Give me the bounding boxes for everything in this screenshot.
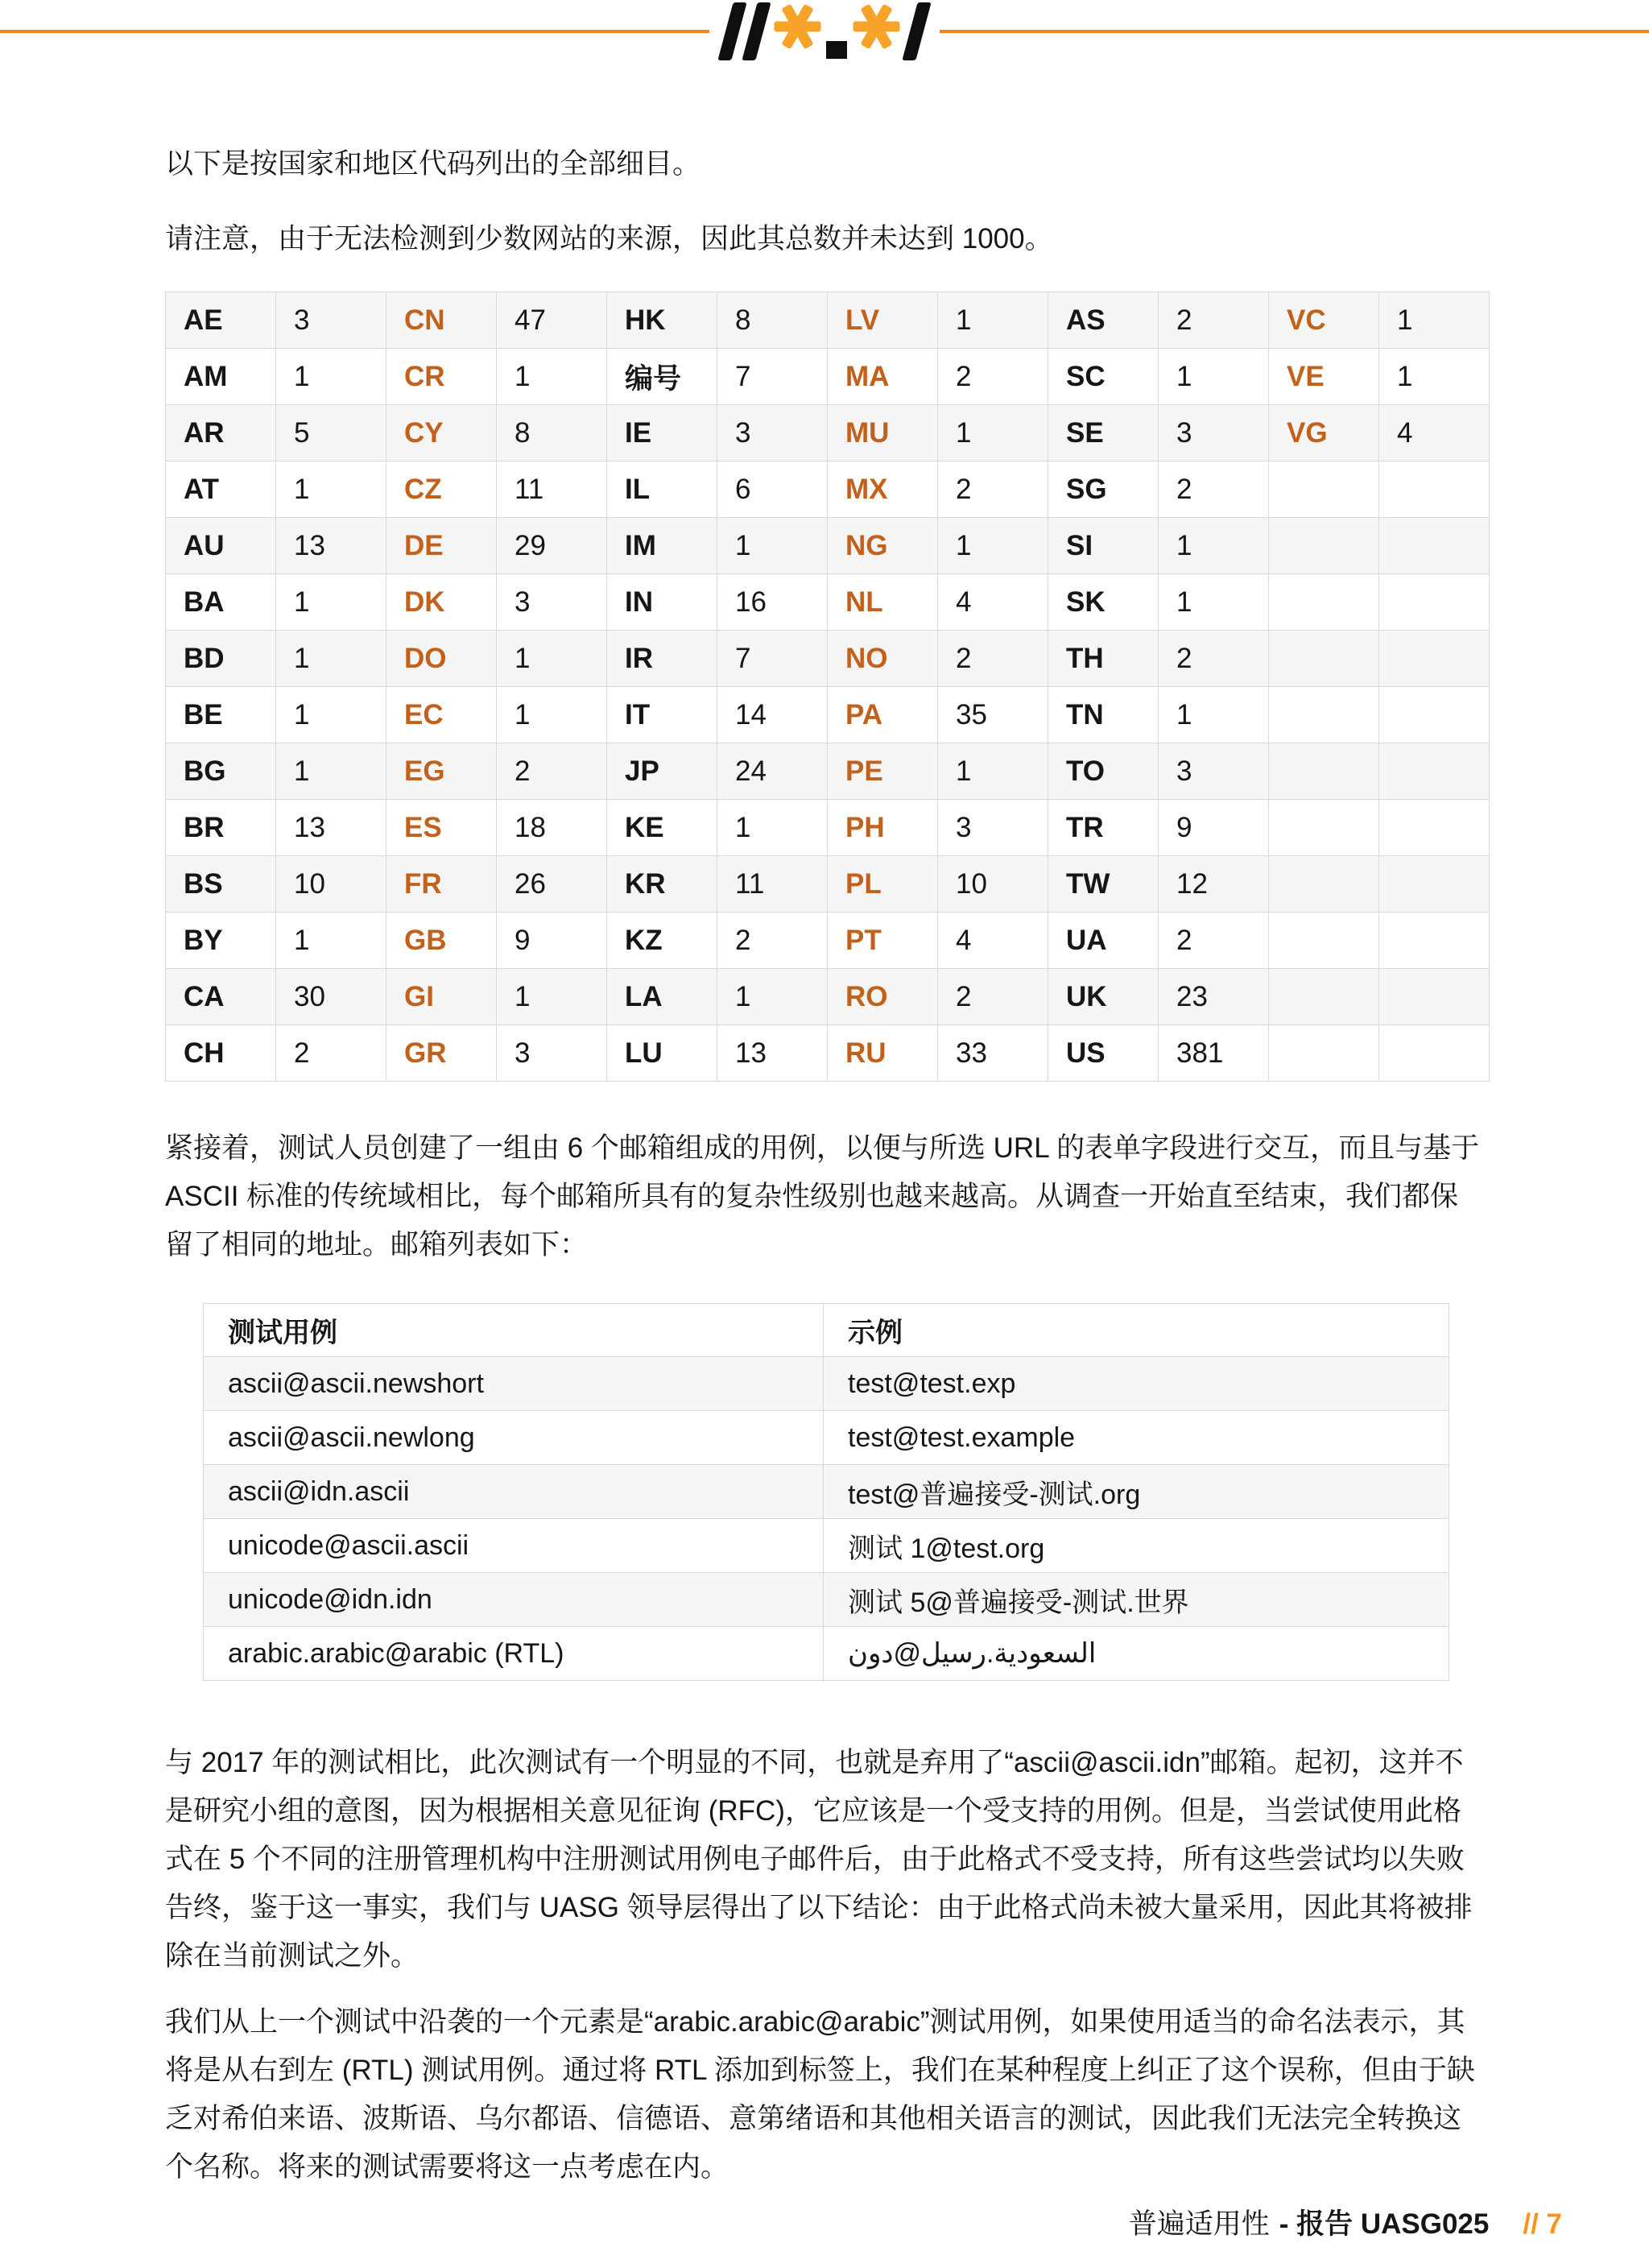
country-count-cell	[1379, 518, 1490, 574]
country-count-cell: 1	[1379, 292, 1490, 349]
country-code-cell: IM	[607, 518, 717, 574]
country-count-cell: 1	[276, 574, 386, 631]
email-example-cell: السعودية.رسيل@دون	[824, 1627, 1449, 1681]
email-example-cell: 测试 1@test.org	[824, 1519, 1449, 1573]
country-code-cell: AM	[166, 349, 276, 405]
country-code-cell: DK	[386, 574, 497, 631]
country-count-cell: 7	[717, 631, 828, 687]
country-code-cell: TR	[1048, 800, 1159, 856]
country-count-cell: 1	[497, 349, 607, 405]
country-count-cell: 1	[1159, 518, 1269, 574]
country-code-cell: CZ	[386, 461, 497, 518]
country-count-cell	[1379, 1025, 1490, 1082]
country-count-cell: 1	[717, 969, 828, 1025]
country-count-cell	[1379, 913, 1490, 969]
country-code-cell	[1269, 969, 1379, 1025]
country-code-cell: BA	[166, 574, 276, 631]
country-count-cell: 9	[1159, 800, 1269, 856]
country-count-cell: 4	[1379, 405, 1490, 461]
country-code-cell	[1269, 631, 1379, 687]
country-count-cell: 8	[497, 405, 607, 461]
country-code-cell: PE	[828, 743, 938, 800]
country-count-cell: 11	[717, 856, 828, 913]
country-table-row	[166, 292, 1490, 349]
country-count-cell: 2	[497, 743, 607, 800]
email-table-body	[204, 1357, 1449, 1681]
country-code-cell: SI	[1048, 518, 1159, 574]
country-code-cell: GI	[386, 969, 497, 1025]
country-count-cell: 1	[276, 461, 386, 518]
country-code-cell: IN	[607, 574, 717, 631]
country-code-table	[165, 292, 1490, 1082]
country-code-cell: DE	[386, 518, 497, 574]
email-example-cell: test@test.example	[824, 1411, 1449, 1465]
country-code-cell: UA	[1048, 913, 1159, 969]
country-count-cell: 2	[1159, 292, 1269, 349]
country-code-cell: AS	[1048, 292, 1159, 349]
country-code-cell: LU	[607, 1025, 717, 1082]
email-table-header-testcase: 测试用例	[204, 1304, 824, 1357]
country-count-cell: 1	[1379, 349, 1490, 405]
country-count-cell: 2	[1159, 631, 1269, 687]
country-count-cell: 13	[717, 1025, 828, 1082]
country-code-cell: AR	[166, 405, 276, 461]
email-example-cell: test@普遍接受-测试.org	[824, 1465, 1449, 1519]
country-code-cell: SE	[1048, 405, 1159, 461]
country-code-cell: GB	[386, 913, 497, 969]
country-table-row	[166, 631, 1490, 687]
country-count-cell: 14	[717, 687, 828, 743]
country-count-cell: 2	[1159, 913, 1269, 969]
country-count-cell: 1	[497, 687, 607, 743]
email-testcase-cell: arabic.arabic@arabic (RTL)	[204, 1627, 824, 1681]
logo-slash-icon	[717, 2, 746, 60]
page-header	[0, 0, 1649, 63]
email-example-cell: 测试 5@普遍接受-测试.世界	[824, 1573, 1449, 1627]
country-code-cell: GR	[386, 1025, 497, 1082]
country-count-cell: 47	[497, 292, 607, 349]
country-code-cell	[1269, 913, 1379, 969]
country-code-cell: TO	[1048, 743, 1159, 800]
country-code-cell: IL	[607, 461, 717, 518]
country-count-cell: 1	[938, 405, 1048, 461]
country-count-cell: 1	[938, 518, 1048, 574]
country-code-cell: LA	[607, 969, 717, 1025]
country-count-cell: 24	[717, 743, 828, 800]
country-code-cell: VE	[1269, 349, 1379, 405]
country-code-cell: CA	[166, 969, 276, 1025]
country-code-cell: DO	[386, 631, 497, 687]
country-count-cell: 1	[276, 687, 386, 743]
country-code-cell: VC	[1269, 292, 1379, 349]
paragraph-breakdown-intro: 以下是按国家和地区代码列出的全部细目。	[165, 148, 701, 180]
country-code-cell: IT	[607, 687, 717, 743]
page-footer	[1129, 2202, 1562, 2242]
country-count-cell: 1	[497, 969, 607, 1025]
country-table-row	[166, 461, 1490, 518]
country-code-cell: CN	[386, 292, 497, 349]
country-code-cell	[1269, 461, 1379, 518]
logo-asterisk-icon	[774, 3, 820, 50]
email-testcase-cell: unicode@ascii.ascii	[204, 1519, 824, 1573]
country-count-cell: 1	[717, 800, 828, 856]
country-count-cell: 33	[938, 1025, 1048, 1082]
country-code-cell: KZ	[607, 913, 717, 969]
country-count-cell: 5	[276, 405, 386, 461]
country-code-cell: LV	[828, 292, 938, 349]
email-table-header-row	[204, 1304, 1449, 1357]
country-count-cell: 4	[938, 913, 1048, 969]
email-table-header-example: 示例	[824, 1304, 1449, 1357]
country-count-cell	[1379, 631, 1490, 687]
country-code-cell: RO	[828, 969, 938, 1025]
country-code-cell: AU	[166, 518, 276, 574]
country-count-cell: 3	[1159, 405, 1269, 461]
country-table-row	[166, 518, 1490, 574]
country-code-cell: EG	[386, 743, 497, 800]
country-count-cell	[1379, 969, 1490, 1025]
country-count-cell: 2	[938, 631, 1048, 687]
country-code-cell	[1269, 687, 1379, 743]
email-table-row	[204, 1465, 1449, 1519]
country-count-cell: 18	[497, 800, 607, 856]
country-count-cell: 9	[497, 913, 607, 969]
country-count-cell	[1379, 800, 1490, 856]
country-table-row	[166, 574, 1490, 631]
paragraph-ascii-idn-dropped: 与 2017 年的测试相比，此次测试有一个明显的不同，也就是弃用了“ascii@ascii.idn”邮箱。起初，这并不是研究小组的意图，因为根据相关意见征询 (RFC)，它应该是一个受支持的用例。但是，当尝试使用此格式在 5 个不同的注册管理机构中注册测试用例电子邮件后，由于此格式不受支持，所有这些尝试均以失败告终，鉴于这一事实，我们与 UASG 领导层得出了以下结论：由于此格式尚未被大量采用，因此其将被排除在当前测试之外。	[165, 1747, 1473, 1972]
paragraph-mailbox-intro: 紧接着，测试人员创建了一组由 6 个邮箱组成的用例，以便与所选 URL 的表单字段进行交互，而且与基于 ASCII 标准的传统域相比，每个邮箱所具有的复杂性级别也越来越高。从调查一开始直至结束，我们都保留了相同的地址。邮箱列表如下：	[165, 1132, 1480, 1260]
email-testcase-table	[203, 1303, 1449, 1681]
country-count-cell: 10	[938, 856, 1048, 913]
country-code-cell	[1269, 574, 1379, 631]
country-count-cell: 3	[1159, 743, 1269, 800]
country-code-cell: VG	[1269, 405, 1379, 461]
country-code-cell: RU	[828, 1025, 938, 1082]
country-count-cell: 26	[497, 856, 607, 913]
country-code-cell: BG	[166, 743, 276, 800]
country-code-cell: NO	[828, 631, 938, 687]
email-testcase-cell: ascii@ascii.newshort	[204, 1357, 824, 1411]
country-count-cell: 1	[717, 518, 828, 574]
country-code-cell: UK	[1048, 969, 1159, 1025]
email-example-cell: test@test.exp	[824, 1357, 1449, 1411]
country-count-cell: 2	[938, 461, 1048, 518]
country-table-row	[166, 349, 1490, 405]
country-code-cell: PT	[828, 913, 938, 969]
country-code-cell: SG	[1048, 461, 1159, 518]
email-table-row	[204, 1573, 1449, 1627]
email-table-row	[204, 1627, 1449, 1681]
country-code-cell: 编号	[607, 349, 717, 405]
country-table-row	[166, 856, 1490, 913]
country-count-cell: 1	[276, 631, 386, 687]
country-code-cell: PA	[828, 687, 938, 743]
footer-page-number: // 7	[1523, 2208, 1562, 2240]
country-count-cell: 381	[1159, 1025, 1269, 1082]
country-code-cell	[1269, 856, 1379, 913]
country-count-cell: 11	[497, 461, 607, 518]
country-code-cell: KE	[607, 800, 717, 856]
country-count-cell: 6	[717, 461, 828, 518]
country-count-cell	[1379, 856, 1490, 913]
country-table-body	[166, 292, 1490, 1082]
country-count-cell: 3	[276, 292, 386, 349]
logo-slash-icon	[742, 2, 771, 60]
country-code-cell: BS	[166, 856, 276, 913]
country-count-cell: 1	[497, 631, 607, 687]
email-testcase-cell: unicode@idn.idn	[204, 1573, 824, 1627]
country-count-cell: 2	[1159, 461, 1269, 518]
country-code-cell: CY	[386, 405, 497, 461]
country-code-cell: BY	[166, 913, 276, 969]
country-table-row	[166, 687, 1490, 743]
country-count-cell: 1	[1159, 349, 1269, 405]
country-code-cell: TN	[1048, 687, 1159, 743]
logo-dot-icon	[826, 41, 847, 59]
email-table-head	[204, 1304, 1449, 1357]
country-code-cell: SC	[1048, 349, 1159, 405]
country-code-cell: PL	[828, 856, 938, 913]
country-count-cell	[1379, 743, 1490, 800]
country-count-cell: 13	[276, 518, 386, 574]
uasg-logo-icon	[709, 2, 940, 60]
header-rule-right	[940, 30, 1649, 33]
email-testcase-cell: ascii@idn.ascii	[204, 1465, 824, 1519]
country-count-cell: 1	[276, 913, 386, 969]
country-count-cell: 7	[717, 349, 828, 405]
country-code-cell	[1269, 743, 1379, 800]
country-count-cell	[1379, 461, 1490, 518]
country-code-cell: PH	[828, 800, 938, 856]
country-code-cell	[1269, 518, 1379, 574]
country-table-row	[166, 800, 1490, 856]
country-code-cell: BD	[166, 631, 276, 687]
country-code-cell: US	[1048, 1025, 1159, 1082]
country-table-row	[166, 913, 1490, 969]
country-count-cell: 10	[276, 856, 386, 913]
country-code-cell: HK	[607, 292, 717, 349]
country-code-cell	[1269, 800, 1379, 856]
footer-report-ref: - 报告 UASG025	[1279, 2208, 1490, 2240]
email-table-row	[204, 1411, 1449, 1465]
country-code-cell: CH	[166, 1025, 276, 1082]
country-count-cell: 1	[1159, 574, 1269, 631]
country-count-cell: 2	[938, 969, 1048, 1025]
paragraph-total-note: 请注意，由于无法检测到少数网站的来源，因此其总数并未达到 1000。	[165, 223, 1053, 255]
country-table-row	[166, 969, 1490, 1025]
country-code-cell: KR	[607, 856, 717, 913]
country-code-cell: TW	[1048, 856, 1159, 913]
country-code-cell: AT	[166, 461, 276, 518]
country-code-cell: MA	[828, 349, 938, 405]
country-code-cell: MU	[828, 405, 938, 461]
country-code-cell: JP	[607, 743, 717, 800]
country-count-cell: 12	[1159, 856, 1269, 913]
country-code-cell: EC	[386, 687, 497, 743]
country-code-cell: IR	[607, 631, 717, 687]
country-count-cell: 1	[276, 743, 386, 800]
country-count-cell: 3	[497, 574, 607, 631]
country-count-cell: 35	[938, 687, 1048, 743]
country-code-cell: ES	[386, 800, 497, 856]
country-code-cell: NG	[828, 518, 938, 574]
logo-slash-icon	[902, 2, 931, 60]
country-count-cell: 2	[717, 913, 828, 969]
country-count-cell: 3	[938, 800, 1048, 856]
country-table-row	[166, 1025, 1490, 1082]
country-code-cell: FR	[386, 856, 497, 913]
country-count-cell	[1379, 687, 1490, 743]
country-count-cell: 1	[276, 349, 386, 405]
country-count-cell: 23	[1159, 969, 1269, 1025]
country-count-cell: 3	[497, 1025, 607, 1082]
country-count-cell	[1379, 574, 1490, 631]
country-code-cell: CR	[386, 349, 497, 405]
email-table-row	[204, 1357, 1449, 1411]
country-code-cell: TH	[1048, 631, 1159, 687]
logo-asterisk-icon	[853, 3, 899, 50]
country-count-cell: 2	[276, 1025, 386, 1082]
email-table-row	[204, 1519, 1449, 1573]
country-count-cell: 4	[938, 574, 1048, 631]
country-count-cell: 3	[717, 405, 828, 461]
country-count-cell: 1	[938, 743, 1048, 800]
country-code-cell: IE	[607, 405, 717, 461]
country-code-cell: SK	[1048, 574, 1159, 631]
country-table-row	[166, 405, 1490, 461]
country-count-cell: 1	[1159, 687, 1269, 743]
country-count-cell: 8	[717, 292, 828, 349]
email-testcase-cell: ascii@ascii.newlong	[204, 1411, 824, 1465]
country-count-cell: 13	[276, 800, 386, 856]
country-code-cell: MX	[828, 461, 938, 518]
paragraph-rtl-testcase: 我们从上一个测试中沿袭的一个元素是“arabic.arabic@arabic”测试用例，如果使用适当的命名法表示，其将是从右到左 (RTL) 测试用例。通过将 RTL 添加到标签上，我们在某种程度上纠正了这个误称，但由于缺乏对希伯来语、波斯语、乌尔都语、信德语、意第绪语和其他相关语言的测试，因此我们无法完全转换这个名称。将来的测试需要将这一点考虑在内。	[165, 2006, 1475, 2183]
country-code-cell: AE	[166, 292, 276, 349]
country-code-cell: BR	[166, 800, 276, 856]
country-count-cell: 29	[497, 518, 607, 574]
country-code-cell: BE	[166, 687, 276, 743]
country-code-cell: NL	[828, 574, 938, 631]
country-table-row	[166, 743, 1490, 800]
footer-document-title: 普遍适用性	[1128, 2208, 1270, 2240]
country-code-cell	[1269, 1025, 1379, 1082]
country-count-cell: 30	[276, 969, 386, 1025]
country-count-cell: 2	[938, 349, 1048, 405]
country-count-cell: 1	[938, 292, 1048, 349]
country-count-cell: 16	[717, 574, 828, 631]
header-rule-left	[0, 30, 709, 33]
